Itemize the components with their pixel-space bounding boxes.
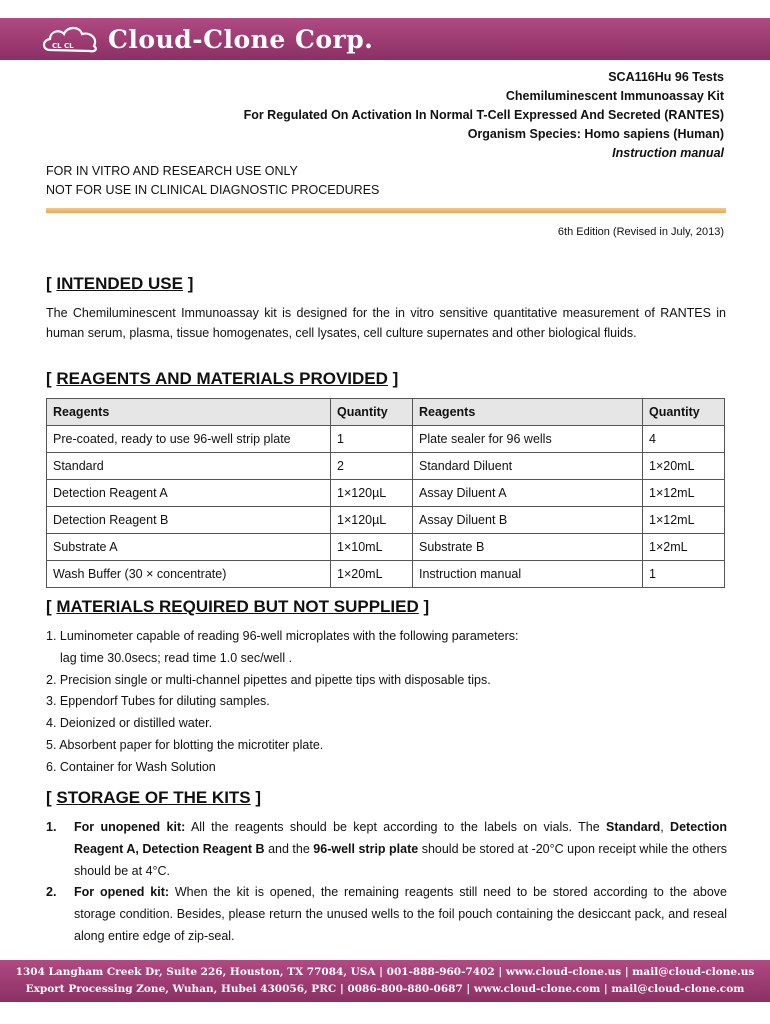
list-item: 2. Precision single or multi-channel pipettes and pipette tips with disposable tips. — [46, 672, 491, 687]
use-notes — [46, 162, 379, 200]
table-cell: Plate sealer for 96 wells — [413, 426, 643, 453]
table-row — [47, 426, 725, 453]
table-cell: Pre-coated, ready to use 96-well strip plate — [47, 426, 331, 453]
header-band — [0, 18, 770, 60]
materials-list — [46, 626, 726, 779]
column-header: Reagents — [47, 399, 331, 426]
table-cell: Detection Reagent A — [47, 480, 331, 507]
table-cell: 1×120µL — [331, 507, 413, 534]
table-cell: Wash Buffer (30 × concentrate) — [47, 561, 331, 588]
list-item: lag time 30.0secs; read time 1.0 sec/well . — [60, 650, 293, 665]
section-heading-materials-required: [ MATERIALS REQUIRED BUT NOT SUPPLIED ] — [46, 597, 430, 616]
item-label: For unopened kit: — [74, 820, 186, 834]
list-item: 5. Absorbent paper for blotting the microtiter plate. — [46, 737, 324, 752]
research-use-note: FOR IN VITRO AND RESEARCH USE ONLY — [46, 164, 298, 178]
logo — [40, 22, 373, 56]
table-cell: Standard Diluent — [413, 453, 643, 480]
table-cell: 1×12mL — [643, 480, 725, 507]
table-row — [47, 561, 725, 588]
brand-name: Cloud-Clone Corp. — [108, 24, 374, 54]
table-cell: 1×12mL — [643, 507, 725, 534]
table-row — [47, 480, 725, 507]
kit-target: For Regulated On Activation In Normal T-Cell Expressed And Secreted (RANTES) — [243, 108, 724, 122]
table-cell: 1×2mL — [643, 534, 725, 561]
divider — [46, 208, 726, 213]
list-item: 1. Luminometer capable of reading 96-well microplates with the following parameters: — [46, 629, 519, 643]
column-header: Quantity — [331, 399, 413, 426]
kit-type: Chemiluminescent Immunoassay Kit — [505, 89, 724, 103]
section-heading-storage: [ STORAGE OF THE KITS ] — [46, 788, 262, 807]
table-cell: 1×20mL — [331, 561, 413, 588]
document-type: Instruction manual — [612, 146, 724, 160]
table-cell: 2 — [331, 453, 413, 480]
table-cell: Substrate B — [413, 534, 643, 561]
table-cell: 1×10mL — [331, 534, 413, 561]
table-cell: Instruction manual — [413, 561, 643, 588]
column-header: Quantity — [643, 399, 725, 426]
table-cell: 1 — [643, 561, 725, 588]
reagents-table — [46, 398, 725, 588]
section-heading-reagents: [ REAGENTS AND MATERIALS PROVIDED ] — [46, 369, 399, 388]
footer-address-cn: Export Processing Zone, Wuhan, Hubei 430056, PRC | 0086-800-880-0687 | www.cloud-clone.com | mail@cloud-clone.com — [25, 983, 745, 995]
clinical-use-note: NOT FOR USE IN CLINICAL DIAGNOSTIC PROCEDURES — [46, 183, 380, 197]
cloud-logo-icon — [40, 22, 102, 56]
table-cell: Substrate A — [47, 534, 331, 561]
table-cell: 4 — [643, 426, 725, 453]
item-number: 2. — [46, 885, 57, 900]
table-cell: Standard — [47, 453, 331, 480]
list-item: 6. Container for Wash Solution — [46, 759, 216, 774]
logo-text: CL CL — [52, 42, 74, 50]
table-row — [47, 507, 725, 534]
footer-address-us: 1304 Langham Creek Dr, Suite 226, Houston, TX 77084, USA | 001-888-960-7402 | www.cloud-clone.us | mail@cloud-clone.us — [15, 966, 755, 978]
table-row — [47, 534, 725, 561]
list-item: 1. For unopened kit: All the reagents should be kept according to the labels on vials. The Standard, Detection Reagent A, Detection Reagent B and the 96-well strip plate should be stored at -20°C upon receipt while the others should be at 4°C. — [46, 817, 727, 882]
table-row — [47, 453, 725, 480]
table-header-row — [47, 399, 725, 426]
table-cell: 1×20mL — [643, 453, 725, 480]
item-label: For opened kit: — [74, 885, 170, 900]
section-heading-intended-use: [ INTENDED USE ] — [46, 274, 194, 293]
table-cell: Assay Diluent B — [413, 507, 643, 534]
table-cell: Assay Diluent A — [413, 480, 643, 507]
storage-list — [46, 817, 727, 948]
edition-note: 6th Edition (Revised in July, 2013) — [557, 226, 724, 238]
list-item: 3. Eppendorf Tubes for diluting samples. — [46, 694, 270, 709]
item-number: 1. — [46, 820, 57, 834]
title-block — [244, 68, 724, 163]
catalog-number: SCA116Hu 96 Tests — [608, 70, 724, 84]
intended-use-text: The Chemiluminescent Immunoassay kit is designed for the in vitro sensitive quantitative measurement of RANTES in human serum, plasma, tissue homogenates, cell lysates, cell culture supernates and other biological fluids. — [46, 306, 726, 340]
organism-species: Organism Species: Homo sapiens (Human) — [467, 127, 724, 141]
table-cell: 1×120µL — [331, 480, 413, 507]
table-cell: 1 — [331, 426, 413, 453]
list-item: 4. Deionized or distilled water. — [46, 716, 213, 731]
footer-band — [0, 960, 770, 1002]
table-cell: Detection Reagent B — [47, 507, 331, 534]
column-header: Reagents — [413, 399, 643, 426]
list-item: 2. For opened kit: When the kit is opened, the remaining reagents still need to be stored according to the above storage condition. Besides, please return the unused wells to the foil pouch containing the desiccant pack, and reseal along entire edge of zip-seal. — [46, 882, 727, 947]
